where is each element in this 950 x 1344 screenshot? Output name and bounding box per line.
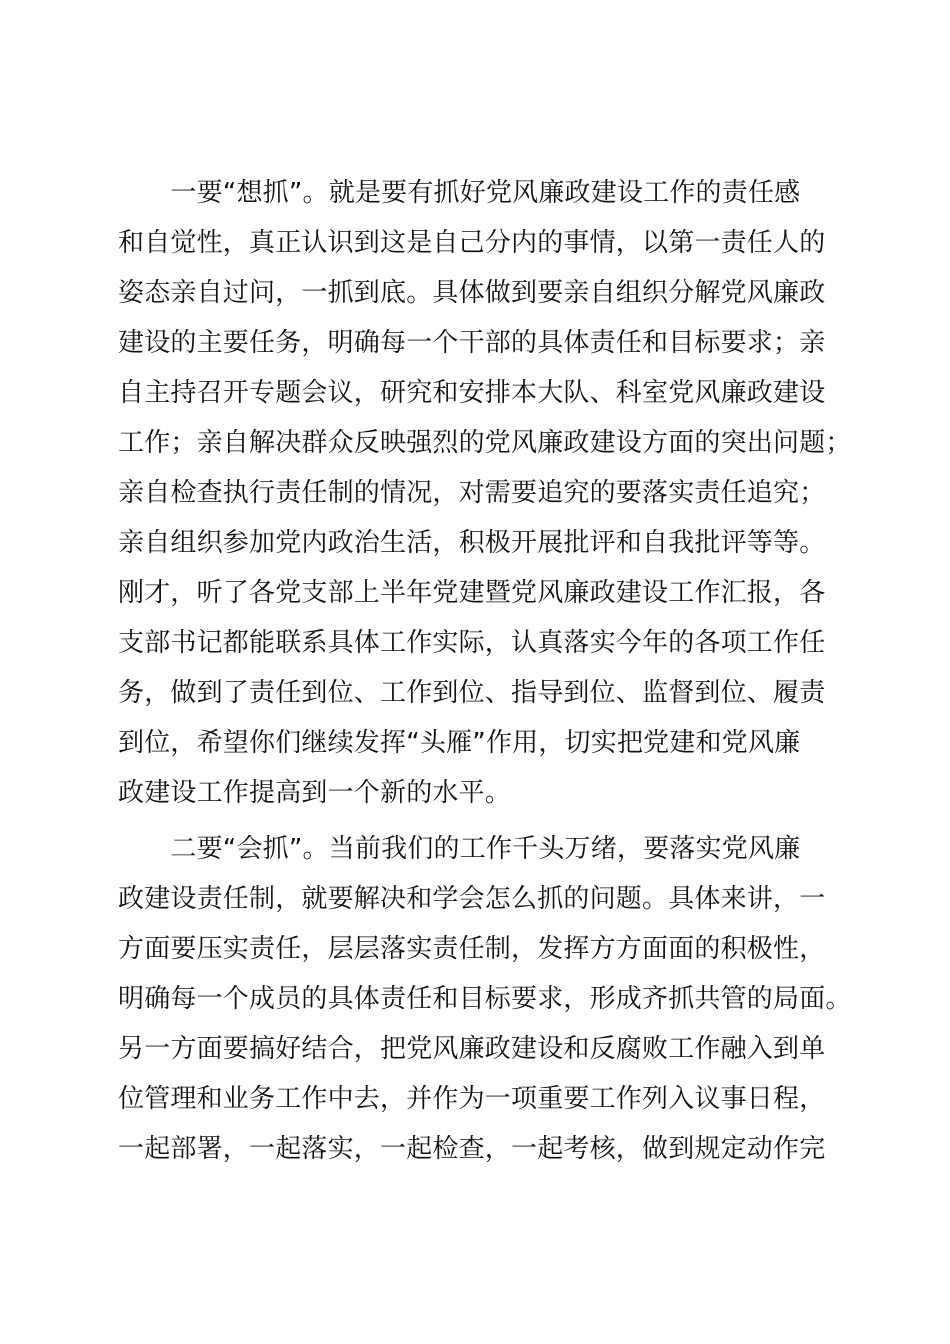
text-line: 支部书记都能联系具体工作实际，认真落实今年的各项工作任: [118, 628, 826, 658]
text-line: 到位，希望你们继续发挥“头雁”作用，切实把党建和党风廉: [118, 728, 801, 758]
text-line: 亲自检查执行责任制的情况，对需要追究的要落实责任追究；: [118, 478, 826, 508]
text-line: 位管理和业务工作中去，并作为一项重要工作列入议事日程，: [118, 1084, 826, 1114]
text-line: 务，做到了责任到位、工作到位、指导到位、监督到位、履责: [118, 678, 826, 708]
text-line: 和自觉性，真正认识到这是自己分内的事情，以第一责任人的: [118, 228, 826, 258]
text-line: 另一方面要搞好结合，把党风廉政建设和反腐败工作融入到单: [118, 1034, 826, 1064]
text-line: 一起部署，一起落实，一起检查，一起考核，做到规定动作完: [118, 1134, 826, 1164]
text-line: 工作；亲自解决群众反映强烈的党风廉政建设方面的突出问题；: [118, 428, 852, 458]
text-line: 姿态亲自过问，一抓到底。具体做到要亲自组织分解党风廉政: [118, 278, 826, 308]
text-line: 政建设责任制，就要解决和学会怎么抓的问题。具体来讲，一: [118, 884, 826, 914]
text-line: 刚才，听了各党支部上半年党建暨党风廉政建设工作汇报，各: [118, 578, 826, 608]
text-line: 方面要压实责任，层层落实责任制，发挥方方面面的积极性，: [118, 934, 826, 964]
text-line: 一要“想抓”。就是要有抓好党风廉政建设工作的责任感: [118, 178, 801, 208]
text-line: 政建设工作提高到一个新的水平。: [118, 778, 512, 808]
paragraph-2: [118, 824, 878, 1174]
text-line: 建设的主要任务，明确每一个干部的具体责任和目标要求；亲: [118, 328, 826, 358]
paragraph-1: [118, 168, 878, 818]
text-line: 亲自组织参加党内政治生活，积极开展批评和自我批评等等。: [118, 528, 826, 558]
text-line: 自主持召开专题会议，研究和安排本大队、科室党风廉政建设: [118, 378, 826, 408]
text-line: 二要“会抓”。当前我们的工作千头万绪，要落实党风廉: [118, 834, 801, 864]
text-line: 明确每一个成员的具体责任和目标要求，形成齐抓共管的局面。: [118, 984, 852, 1014]
